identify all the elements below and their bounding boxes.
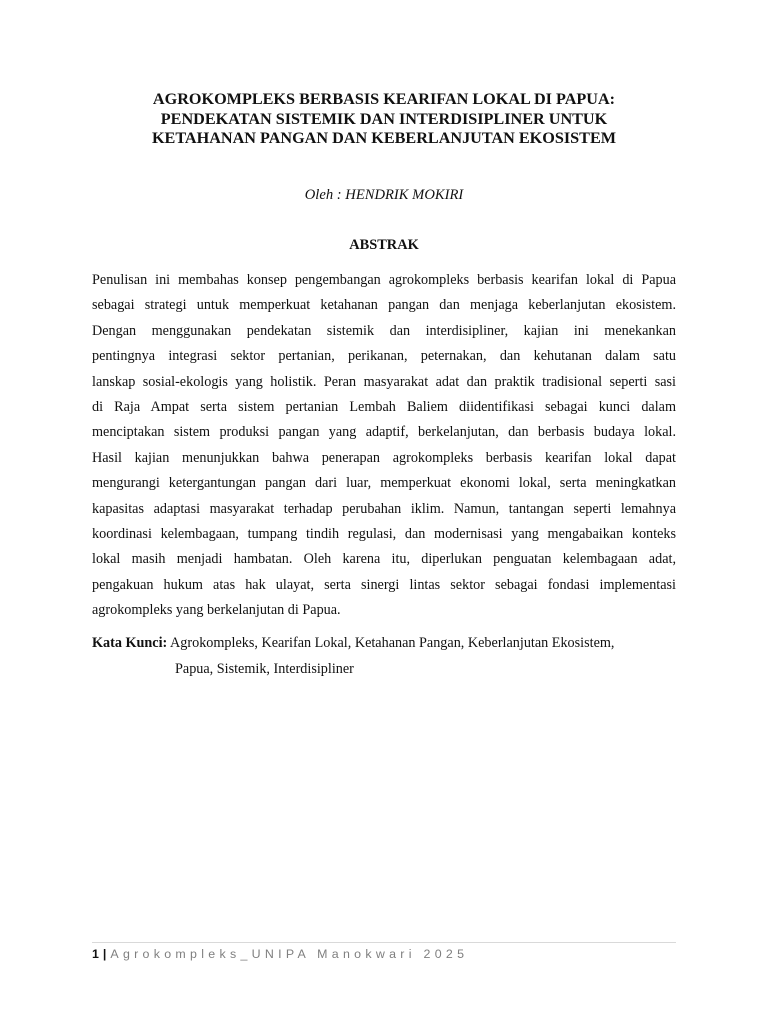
- abstract-body: [92, 270, 676, 625]
- title-line: PENDEKATAN SISTEMIK DAN INTERDISIPLINER UNTUK: [160, 109, 608, 128]
- keywords-label: Kata Kunci:: [92, 635, 168, 651]
- abstract-line: pengakuan hukum atas hak ulayat, serta sinergi lintas sektor sebagai fondasi implementasi: [92, 576, 676, 593]
- footer-divider: [92, 942, 676, 943]
- running-title: Agrokompleks_UNIPA Manokwari 2025: [110, 947, 469, 961]
- abstract-line: Penulisan ini membahas konsep pengembangan agrokompleks berbasis kearifan lokal di Papua: [92, 272, 676, 288]
- page-footer: [92, 944, 468, 964]
- abstract-line: pentingnya integrasi sektor pertanian, perikanan, peternakan, dan kehutanan dalam satu: [92, 348, 676, 365]
- keywords-list-continued: Papua, Sistemik, Interdisipliner: [175, 661, 354, 677]
- abstract-line: di Raja Ampat serta sistem pertanian Lembah Baliem diidentifikasi sebagai kunci dalam: [92, 398, 676, 415]
- abstract-line: mengurangi ketergantungan pangan dari luar, memperkuat ekonomi lokal, serta meningkatkan: [92, 475, 676, 492]
- abstract-line: menciptakan sistem produksi pangan yang adaptif, berkelanjutan, dan berbasis budaya lokal.: [92, 424, 676, 441]
- abstract-line: Hasil kajian menunjukkan bahwa penerapan agrokompleks berbasis kearifan lokal dapat: [92, 449, 676, 466]
- abstract-line: kapasitas adaptasi masyarakat terhadap perubahan iklim. Namun, tantangan seperti lemahnya: [92, 500, 676, 517]
- keywords-list: Agrokompleks, Kearifan Lokal, Ketahanan Pangan, Keberlanjutan Ekosistem,: [170, 635, 615, 651]
- abstract-heading: ABSTRAK: [349, 237, 419, 253]
- abstract-line: sebagai strategi untuk memperkuat ketahanan pangan dan menjaga keberlanjutan ekosistem.: [92, 297, 676, 314]
- page-number: 1: [92, 947, 99, 961]
- abstract-line: Dengan menggunakan pendekatan sistemik dan interdisipliner, kajian ini menekankan: [92, 322, 676, 339]
- abstract-line: lokal masih menjadi hambatan. Oleh karena itu, diperlukan penguatan kelembagaan adat,: [92, 551, 676, 568]
- title-line: KETAHANAN PANGAN DAN KEBERLANJUTAN EKOSISTEM: [151, 129, 617, 147]
- abstract-line: koordinasi kelembagaan, tumpang tindih regulasi, dan modernisasi yang mengabaikan konteks: [92, 525, 676, 542]
- paper-title: [92, 90, 676, 149]
- keywords-block: [92, 633, 692, 679]
- footer-separator: |: [102, 947, 107, 961]
- title-line: AGROKOMPLEKS BERBASIS KEARIFAN LOKAL DI PAPUA:: [152, 90, 616, 108]
- abstract-line: lanskap sosial-ekologis yang holistik. Peran masyarakat adat dan praktik tradisional seperti sasi: [92, 373, 676, 390]
- abstract-line: agrokompleks yang berkelanjutan di Papua.: [92, 602, 341, 619]
- keywords-row: [92, 633, 692, 653]
- author-line: Oleh : HENDRIK MOKIRI: [304, 187, 464, 203]
